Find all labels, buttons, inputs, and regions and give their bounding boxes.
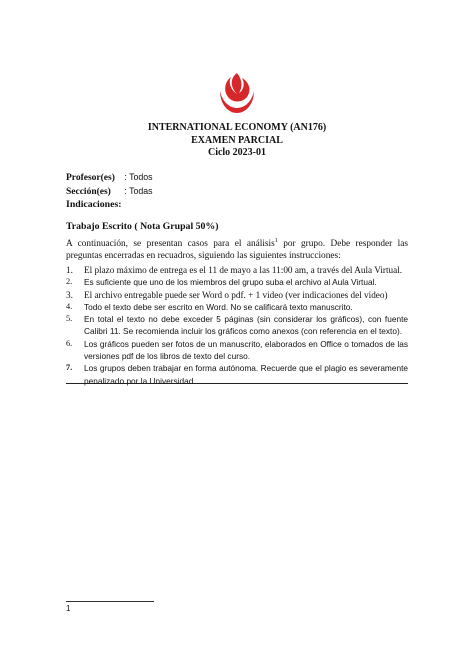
university-logo-icon	[216, 70, 258, 116]
professor-value: : Todos	[124, 172, 153, 182]
list-item-number: 7.	[66, 363, 73, 373]
list-item	[66, 338, 408, 363]
instructions-list	[66, 264, 408, 387]
list-item	[66, 264, 408, 276]
exam-meta	[66, 171, 153, 198]
list-item-number: 4.	[66, 301, 73, 311]
section-label: Sección(es)	[66, 186, 111, 197]
course-title: INTERNATIONAL ECONOMY (AN176)	[147, 122, 327, 133]
professor-label: Profesor(es)	[66, 173, 115, 183]
section-value: : Todas	[124, 185, 153, 196]
written-work-heading: Trabajo Escrito ( Nota Grupal 50%)	[66, 221, 219, 232]
list-item-text: Es suficiente que uno de los miembros del grupo suba el archivo al Aula Virtual.	[84, 277, 377, 288]
list-item-text: Todo el texto debe ser escrito en Word. No se calificará texto manuscrito.	[84, 301, 353, 312]
indications-heading: Indicaciones:	[66, 199, 122, 210]
cycle-label: Ciclo 2023-01	[207, 147, 267, 158]
professor-row	[66, 171, 153, 185]
exam-title-block	[0, 122, 474, 160]
list-item	[66, 276, 408, 288]
list-item-number: 2.	[66, 277, 73, 287]
logo-flame-shape	[225, 73, 249, 101]
intro-paragraph	[66, 238, 408, 262]
footnote-separator	[66, 601, 154, 602]
list-item-number: 6.	[66, 338, 73, 348]
list-item-number: 3.	[66, 289, 73, 300]
list-item-text: El archivo entregable puede ser Word o pdf. + 1 video (ver indicaciones del video)	[84, 289, 388, 300]
list-item-text: Los gráficos pueden ser fotos de un manuscrito, elaborados en Office o tomados de las versiones pdf de los libros de texto del curso.	[84, 338, 408, 362]
intro-text-cont: por grupo. Debe responder las preguntas encerradas en recuadros, siguiendo las siguientes instrucciones:	[66, 239, 408, 262]
list-item-number: 1.	[66, 265, 73, 275]
list-item	[66, 289, 408, 301]
list-item-text: El plazo máximo de entrega es el 11 de mayo a las 11:00 am, a través del Aula Virtual.	[84, 265, 403, 275]
list-item	[66, 313, 408, 338]
list-item	[66, 301, 408, 313]
list-item-number: 5.	[66, 314, 73, 324]
list-item-text: Los grupos deben trabajar en forma autónoma. Recuerde que el plagio es severamente penalizado por la Universidad.	[84, 363, 408, 386]
footnote-ref: 1	[274, 237, 278, 244]
section-divider	[66, 383, 408, 384]
list-item-text: En total el texto no debe exceder 5 páginas (sin considerar los gráficos), con fuente Calibri 11. Se recomienda incluir los gráficos como anexos (con referencia en el texto).	[84, 314, 408, 337]
section-row	[66, 185, 153, 199]
intro-text: A continuación, se presentan casos para el análisis	[66, 239, 275, 249]
footnote-number: 1	[66, 604, 71, 613]
exam-type: EXAMEN PARCIAL	[191, 134, 283, 146]
